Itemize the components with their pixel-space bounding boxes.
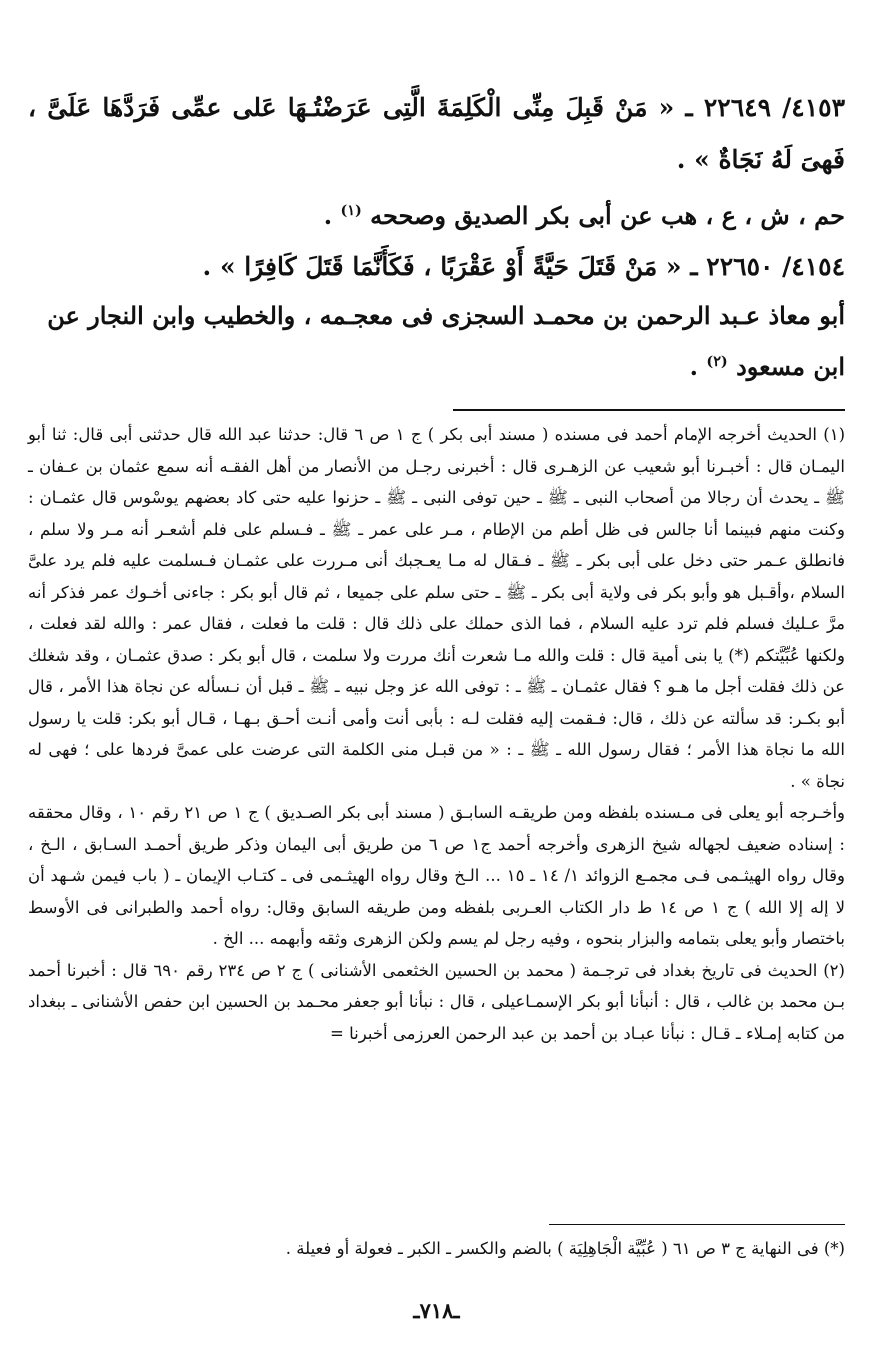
footnote-ref-2[interactable]: (٢) xyxy=(706,353,728,370)
footnote-1-continuation: وأخـرجه أبو يعلى فى مـسنده بلفظه ومن طريقـه السابـق ( مسند أبى بكر الصـديق ) ج ١ ص ٢١ رقم ١٠ ، وقال محققه : إسناده ضعيف لجهاله شيخ الزهرى وأخرجه أحمد ج١ ص ٦ من طريق أبى اليمان وذكر طريق أحمـد السـابق ، الـخ ، وقال رواه الهيثـمى فـى مجمـع الزوائد ١/ ١٤ ـ ١٥ ... الـخ وقال رواه الهيثـمى فى ـ كتـاب الإيمان ـ ( باب فيمن شـهد أن لا إله إلا الله ) ج ١ ص ١٤ ط دار الكتاب العـربى بلفظه ومن طريقه السابق وقال: رواه أحمد والطبرانى فى الأوسط باختصار وأبو يعلى بتمامه والبزار بنحوه ، وفيه رجل لم يسم ولكن الزهرى وثقه وأبهمه ... الخ . xyxy=(28,803,846,948)
hadith-4154: ٤١٥٤/ ٢٢٦٥٠ ـ « مَنْ قَتَلَ حَيَّةً أَوْ عَقْرَبًا ، فَكَأَنَّمَا قَتَلَ كَافِرًا » . xyxy=(202,252,845,281)
star-note-separator xyxy=(549,1224,845,1225)
hadith-4153-source: حم ، ش ، ع ، هب عن أبى بكر الصديق وصححه $^{(١)}$ . xyxy=(323,201,845,230)
footnote-ref-1[interactable]: (١) xyxy=(340,202,362,219)
hadith-4154-source-line1: أبو معاذ عـبد الرحمن بن محمـد السجزى فى معجـمه ، والخطيب وابن النجار عن xyxy=(47,301,845,330)
main-text xyxy=(28,82,845,390)
page-number: ـ٧١٨ـ xyxy=(413,1298,460,1323)
hadith-4154-source-text: ابن مسعود xyxy=(736,352,845,381)
hadith-4154-source-line2: ابن مسعود $^{(٢)}$ . xyxy=(689,352,845,381)
footnote-separator xyxy=(453,409,845,411)
footnotes xyxy=(28,419,845,1049)
hadith-4153: ٤١٥٣/ ٢٢٦٤٩ ـ « مَنْ قَبِلَ مِنِّى الْكَلِمَةَ الَّتِى عَرَضْتُـهَا عَلى عمِّى فَرَدَّهَا عَلَىَّ ، فَهىَ لَهُ نَجَاةٌ » . xyxy=(28,93,845,174)
star-footnote: (*) فى النهاية ج ٣ ص ٦١ ( عُبِّيَّة الْجَاهِلِيَة ) بالضم والكسر ـ الكبر ـ فعولة أو فعيلة . xyxy=(285,1239,845,1258)
footnote-1: (١) الحديث أخرجه الإمام أحمد فى مسنده ( مسند أبى بكر ) ج ١ ص ٦ قال: حدثنا عبد الله قال حدثنى أبى قال: ثنا أبو اليمـان قال : أخبـرنا أبو شعيب عن الزهـرى قال : أخبرنى رجـل من الأنصار من أهل الفقـه أنه سمع عثمان بن عـفان ـ ﷺ ـ يحدث أن رجالا من أصحاب النبى ـ ﷺ ـ حين توفى النبى ـ ﷺ ـ حزنوا عليه حتى كاد بعضهم يوسْوس قال عثمـان : وكنت منهم فبينما أنا جالس فى ظل أطم من الإطام ، مـر على عمر ـ ﷺ ـ فـسلم على فلم أشعـر أنه مـر ولا سلم ، فانطلق عـمر حتى دخل على أبى بكر ـ ﷺ ـ فـقال له مـا يعـجبك أنى مـررت على عثمـان فـسلمت عليه فلم يرد علىَّ السلام ،وأقـبل هو وأبو بكر فى ولاية أبى بكر ـ ﷺ ـ حتى سلم على جميعا ، ثم قال أبو بكر : جاءنى أخـوك عمر فذكر أنه مرَّ عـليك فسلم فلم ترد عليه السلام ، فما الذى حملك على ذلك قال : قلت ما فعلت ، فقال عمر : والله لقد فعلت ، ولكنها عُبِّيَّتكم (*) يا بنى أمية قال : قلت والله مـا شعرت أنك مررت ولا سلمت ، قال أبو بكر : صدق عثمـان ، وقد شغلك عن ذلك فقلت أجل ما هـو ؟ فقال عثمـان ـ ﷺ ـ : توفى الله عز وجل نبيه ـ ﷺ ـ قبل أن نـسأله عن نجاة هذا الأمر ، قال أبو بكـر: قد سألته عن ذلك ، قال: فـقمت إليه فقلت لـه : بأبى أنت وأمى أنـت أحـق بـهـا ، قـال أبو بكر: قلت يا رسول الله ما نجاة هذا الأمر ؛ فقال رسول الله ـ ﷺ ـ : « من قبـل منى الكلمة التى عرضت على عمىَّ فردها على ؛ فهى له نجاة » . xyxy=(28,425,845,791)
footnote-2: (٢) الحديث فى تاريخ بغداد فى ترجـمة ( محمد بن الحسين الخثعمى الأشنانى ) ج ٢ ص ٢٣٤ رقم ٦٩٠ قال : أخبرنا أحمد بـن محمد بن غالب ، قال : أنبأنا أبو بكر الإسمـاعيلى ، قال : نبأنا أبو جعفر محـمد بن الحسين ابن حفص الأشنانى ـ ببغداد من كتابه إمـلاء ـ قـال : نبأنا عبـاد بن أحمد بن عبد الرحمن العرزمى أخبرنا = xyxy=(28,960,845,1043)
hadith-4153-source-text: حم ، ش ، ع ، هب عن أبى بكر الصديق وصححه xyxy=(370,201,845,230)
